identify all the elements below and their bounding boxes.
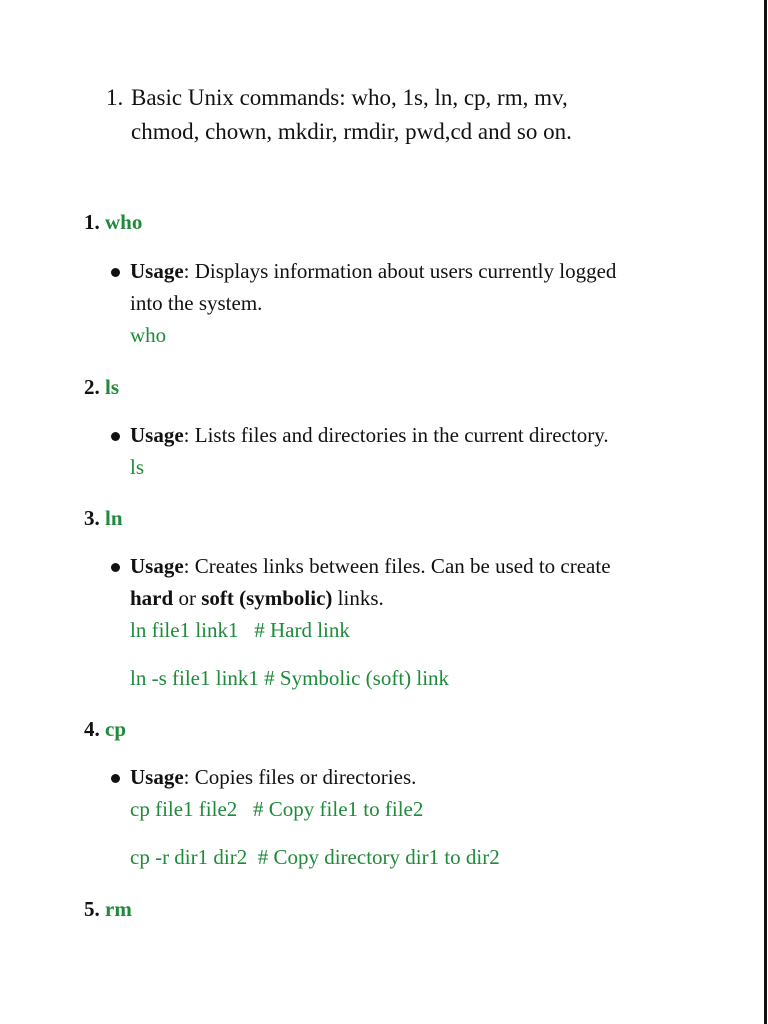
usage-label: Usage [130,423,184,447]
intro-number: 1. [106,85,124,110]
bullet-icon [111,268,120,277]
code-example: ls [130,455,145,479]
section-heading [84,719,126,740]
usage-label: Usage [130,765,184,789]
code-example: ln file1 link1 # Hard link [130,618,350,642]
section-number: 4. [84,717,100,741]
section-heading [84,899,132,920]
code-example: cp -r dir1 dir2 # Copy directory dir1 to dir2 [130,845,500,869]
section-heading [84,212,142,233]
section-number: 5. [84,897,100,921]
usage-text: : Creates links between files. Can be used to create [183,554,611,578]
usage-line [130,767,416,788]
intro-line-1: Basic Unix commands: who, 1s, ln, cp, rm, mv, [131,85,568,110]
usage-line [130,261,616,282]
code-example: who [130,323,167,347]
section-heading [84,377,119,398]
section-title: cp [105,717,126,741]
section-number: 1. [84,210,100,234]
usage-line [130,425,609,446]
usage-end: links. [332,586,384,610]
usage-soft: soft (symbolic) [201,586,333,610]
section-number: 3. [84,506,100,530]
section-title: ln [105,506,123,530]
usage-line-2: into the system. [130,291,263,315]
intro-line-2: chmod, chown, mkdir, rmdir, pwd,cd and so on. [131,119,572,144]
usage-line-2 [130,588,384,609]
page-edge-rule [764,0,767,1024]
bullet-icon [111,563,120,572]
usage-text: : Lists files and directories in the current directory. [183,423,609,447]
section-heading [84,508,123,529]
section-title: who [105,210,143,234]
usage-text: : Displays information about users currently logged [183,259,617,283]
usage-line [130,556,611,577]
usage-label: Usage [130,554,184,578]
usage-or: or [173,586,202,610]
usage-text: : Copies files or directories. [183,765,417,789]
bullet-icon [111,432,120,441]
section-title: ls [105,375,120,399]
section-number: 2. [84,375,100,399]
code-example: ln -s file1 link1 # Symbolic (soft) link [130,666,450,690]
bullet-icon [111,774,120,783]
code-example: cp file1 file2 # Copy file1 to file2 [130,797,424,821]
usage-label: Usage [130,259,184,283]
usage-hard: hard [130,586,174,610]
section-title: rm [105,897,132,921]
